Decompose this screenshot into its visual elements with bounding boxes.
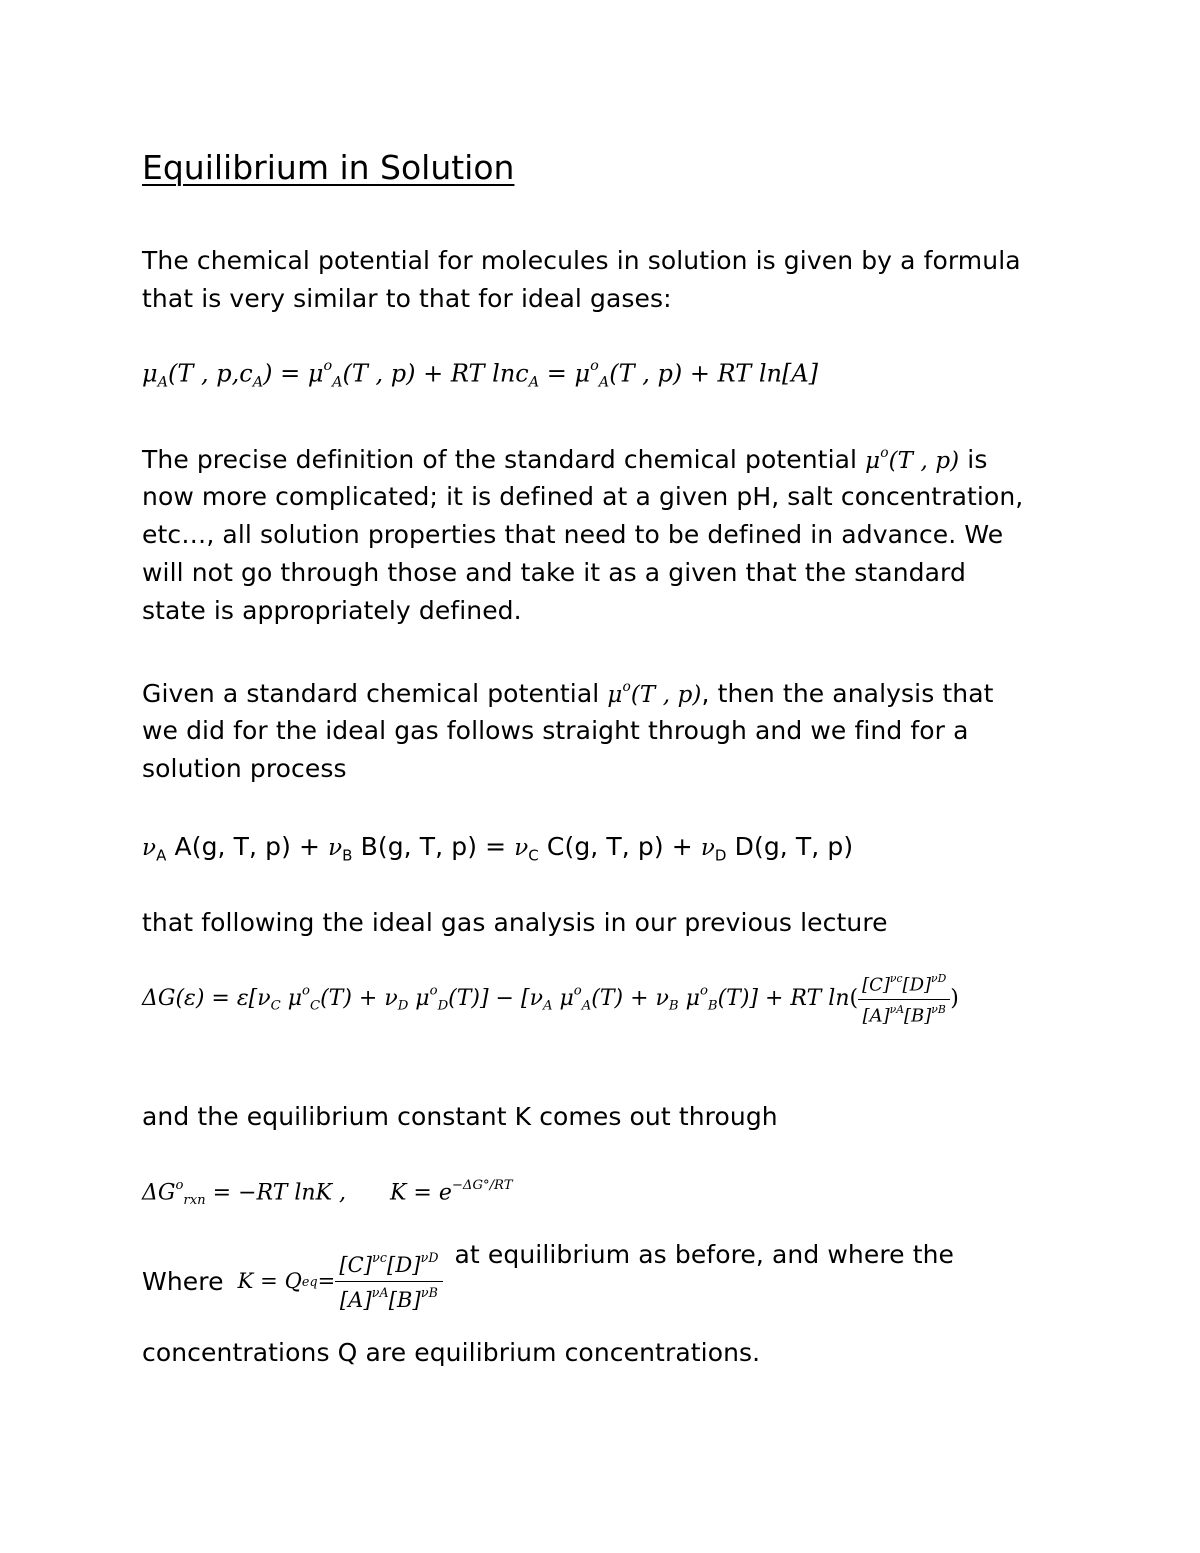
eq2-part: (T) + ν <box>591 986 669 1012</box>
p6-lhs: K = Q <box>237 1269 302 1293</box>
eq1-sub: A <box>252 374 264 391</box>
reaction-term: D(g, T, p) <box>726 832 854 861</box>
paragraph-2-line-3: etc…, all solution properties that need to be defined in advance. We <box>142 520 1004 549</box>
eq1-sub: A <box>528 374 540 391</box>
paragraph-2-line-2: now more complicated; it is defined at a given pH, salt concentration, <box>142 482 1024 511</box>
eq2-fraction <box>858 972 950 1026</box>
reaction-term: A(g, T, p) + <box>166 832 329 861</box>
reaction-equation <box>142 828 853 874</box>
reaction-nu: ν <box>700 835 715 861</box>
eq1-sub: A <box>332 374 343 391</box>
eq3-exp: −ΔG°/RT <box>451 1178 513 1193</box>
p6-term: [D] <box>387 1253 421 1278</box>
paragraph-7: concentrations Q are equilibrium concentrations. <box>142 1338 761 1367</box>
equation-delta-g <box>142 972 959 1026</box>
p6-where: Where <box>142 1266 224 1296</box>
paragraph-1-line-1: The chemical potential for molecules in solution is given by a formula <box>142 246 1021 275</box>
eq1-part: = μ <box>539 359 591 388</box>
reaction-nu: ν <box>514 835 529 861</box>
eq2-sub: D <box>437 998 449 1014</box>
eq1-sub: A <box>598 374 610 391</box>
p2-text: is <box>959 445 988 475</box>
eq2-sub: D <box>397 998 409 1014</box>
p6-term: [C] <box>339 1253 373 1278</box>
eq3-sup: o <box>175 1178 184 1193</box>
p6-term: [B] <box>388 1287 421 1312</box>
paragraph-1-line-2: that is very similar to that for ideal gases: <box>142 284 672 313</box>
p6-sub: eq <box>301 1273 318 1289</box>
paragraph-5: and the equilibrium constant K comes out through <box>142 1102 778 1131</box>
reaction-sub: D <box>714 846 727 865</box>
eq2-part: (T) + ν <box>320 986 398 1012</box>
reaction-sub: A <box>156 846 167 865</box>
p2-text: The precise definition of the standard chemical potential <box>142 445 866 475</box>
eq2-den-term: [B] <box>904 1005 932 1027</box>
eq3-part: = −RT lnK , <box>205 1180 346 1206</box>
eq2-part: ΔG(ε) = ε[ν <box>142 986 271 1012</box>
eq2-den-term: [A] <box>862 1005 890 1027</box>
p6-exp: νD <box>420 1250 439 1266</box>
p6-numerator <box>335 1250 442 1281</box>
p2-math-mu: μ <box>865 448 881 475</box>
p3-math-sup: o <box>622 679 631 695</box>
paragraph-2-line-1 <box>142 434 987 480</box>
eq2-mu: μ <box>685 986 700 1012</box>
p6-fraction <box>335 1250 442 1311</box>
paragraph-3-line-2: we did for the ideal gas follows straight through and we find for a <box>142 716 969 745</box>
reaction-nu: ν <box>142 835 157 861</box>
p6-exp: νA <box>371 1284 389 1300</box>
eq2-exp: νD <box>931 972 947 985</box>
eq2-close-paren: ) <box>950 986 959 1012</box>
p2-math <box>865 445 960 475</box>
eq2-part: (T)] + RT ln <box>717 986 850 1012</box>
page-title: Equilibrium in Solution <box>142 148 515 187</box>
eq1-sub: A <box>157 374 169 391</box>
eq2-sup: o <box>699 983 708 999</box>
p6-after: at equilibrium as before, and where the <box>454 1240 955 1269</box>
eq2-denominator <box>858 1000 950 1027</box>
reaction-term: B(g, T, p) = <box>352 832 515 861</box>
p3-math-mu: μ <box>607 682 623 709</box>
eq3-dg: ΔG <box>142 1180 176 1206</box>
eq2-sub: C <box>270 998 281 1014</box>
p2-math-sup: o <box>880 445 889 461</box>
eq2-exp: νB <box>931 1002 946 1016</box>
p3-math <box>607 679 702 709</box>
eq3-sub: rxn <box>183 1193 206 1209</box>
eq2-sub: B <box>668 998 679 1014</box>
p3-text: Given a standard chemical potential <box>142 679 608 709</box>
eq1-sup: o <box>323 358 333 374</box>
eq2-sub: A <box>581 998 592 1014</box>
eq2-sub: A <box>542 998 553 1014</box>
eq1-part: (T , p) + RT lnc <box>342 359 529 388</box>
eq2-sub: B <box>707 998 718 1014</box>
p6-exp: νc <box>372 1250 388 1266</box>
paragraph-2-line-5: state is appropriately defined. <box>142 596 522 625</box>
p6-term: [A] <box>339 1287 372 1312</box>
eq2-sup: o <box>573 983 582 999</box>
eq2-exp: νA <box>889 1002 904 1016</box>
p3-math-args: (T , p) <box>630 682 702 709</box>
eq2-mu: μ <box>415 986 430 1012</box>
eq1-part: ) = μ <box>263 359 324 388</box>
reaction-nu: ν <box>328 835 343 861</box>
paragraph-2-line-4: will not go through those and take it as a given that the standard <box>142 558 966 587</box>
p6-denominator <box>335 1282 442 1312</box>
eq2-numerator <box>858 972 950 1000</box>
eq3-part: K = e <box>390 1180 452 1206</box>
eq2-sup: o <box>429 983 438 999</box>
eq2-exp: νc <box>889 972 903 985</box>
reaction-sub: B <box>342 846 353 865</box>
eq1-args: (T , p,c <box>168 359 253 388</box>
p6-exp: νB <box>420 1284 438 1300</box>
p3-text: , then the analysis that <box>701 679 994 709</box>
eq2-sup: o <box>302 983 310 999</box>
paragraph-4: that following the ideal gas analysis in our previous lecture <box>142 908 888 937</box>
eq2-part: (T)] − [ν <box>448 986 543 1012</box>
reaction-sub: C <box>528 846 539 865</box>
eq2-num-term: [C] <box>862 974 890 996</box>
paragraph-6 <box>142 1236 954 1326</box>
eq1-mu: μ <box>142 359 158 388</box>
p6-eq: = <box>317 1269 336 1293</box>
paragraph-3-line-1 <box>142 668 994 714</box>
p6-equation <box>238 1250 443 1311</box>
eq2-mu: μ <box>559 986 574 1012</box>
eq1-sup: o <box>590 358 599 374</box>
eq2-sub: C <box>309 998 321 1014</box>
eq2-num-term: [D] <box>902 974 932 996</box>
paragraph-3-line-3: solution process <box>142 754 347 783</box>
eq2-open-paren: ( <box>849 986 859 1012</box>
p2-math-args: (T , p) <box>888 448 960 475</box>
reaction-term: C(g, T, p) + <box>538 832 701 861</box>
eq1-part: (T , p) + RT ln[A] <box>609 359 819 388</box>
equation-chemical-potential <box>142 358 818 391</box>
eq2-mu: μ <box>287 986 303 1012</box>
equation-equilibrium-constant <box>142 1178 513 1208</box>
